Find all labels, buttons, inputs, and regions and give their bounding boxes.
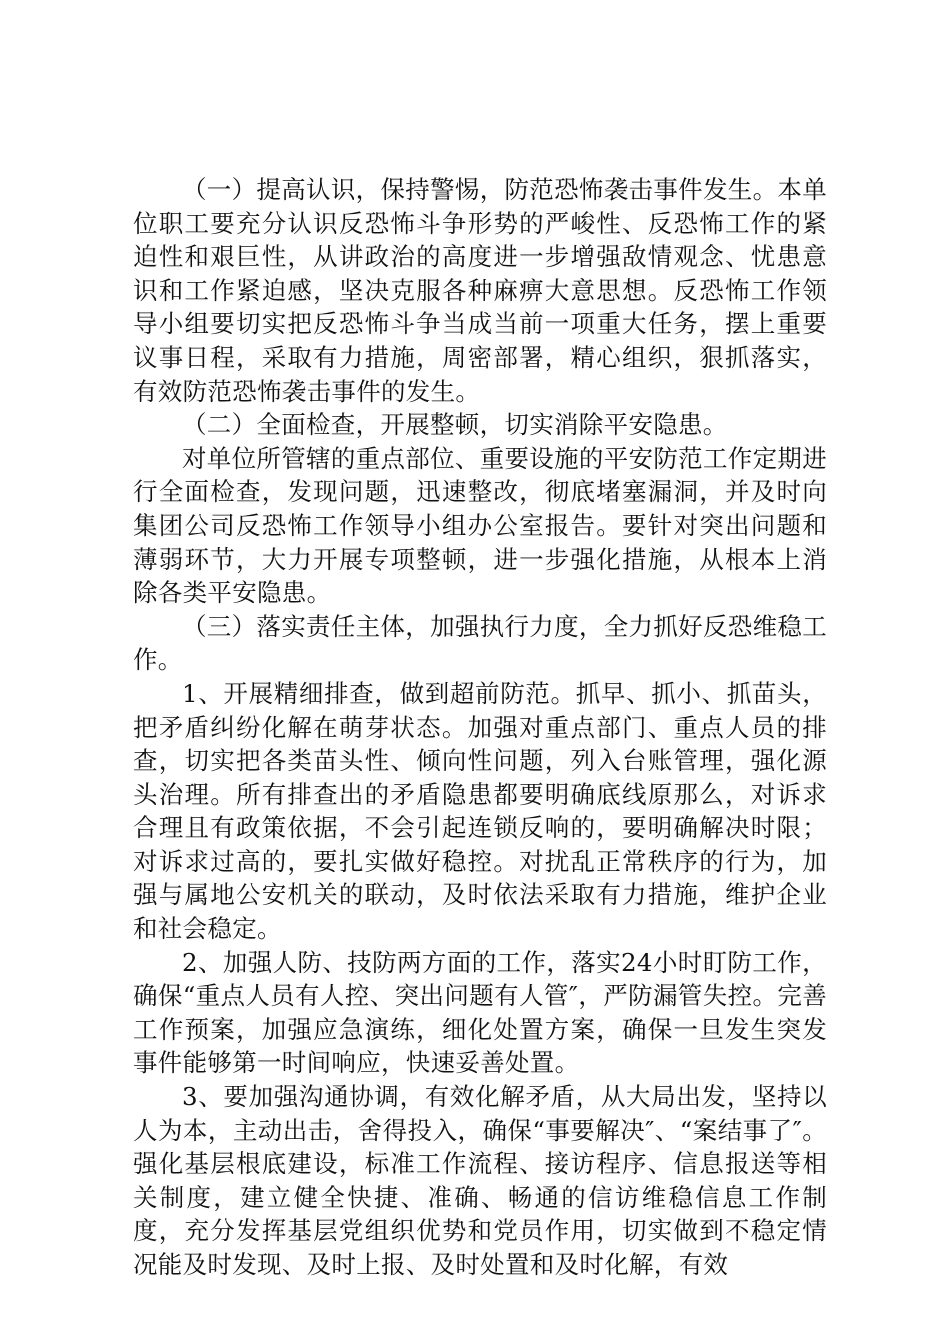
paragraph-2-heading: （二）全面检查，开展整顿，切实消除平安隐患。 [182,410,728,440]
paragraph-4-heading: （三）落实责任主体，加强执行力度，全力抓好反恐维稳工作。 [133,611,827,675]
paragraph-7: 3、要加强沟通协调，有效化解矛盾，从大局出发，坚持以人为本，主动出击，舍得投入，确保“事要解决″、“案结事了″。强化基层根底建设，标准工作流程、接访程序、信息报送等相关制度，建立健全快捷、准确、畅通的信访维稳信息工作制度，充分发挥基层党组织优势和党员作用，切实做到不稳定情况能及时发现、及时上报、及时处置和及时化解，有效 [133,1082,827,1279]
paragraph-1: （一）提高认识，保持警惕，防范恐怖袭击事件发生。本单位职工要充分认识反恐怖斗争形势的严峻性、反恐怖工作的紧迫性和艰巨性，从讲政治的高度进一步增强敌情观念、忧患意识和工作紧迫感，坚决克服各种麻痹大意思想。反恐怖工作领导小组要切实把反恐怖斗争当成当前一项重大任务，摆上重要议事日程，采取有力措施，周密部署，精心组织，狠抓落实，有效防范恐怖袭击事件的发生。 [133,175,827,406]
paragraph-5: 1、开展精细排查，做到超前防范。抓早、抓小、抓苗头，把矛盾纠纷化解在萌芽状态。加强对重点部门、重点人员的排查，切实把各类苗头性、倾向性问题，列入台账管理，强化源头治理。所有排查出的矛盾隐患都要明确底线原那么，对诉求合理且有政策依据，不会引起连锁反响的，要明确解决时限；对诉求过高的，要扎实做好稳控。对扰乱正常秩序的行为，加强与属地公安机关的联动，及时依法采取有力措施，维护企业和社会稳定。 [133,678,827,944]
paragraph-6: 2、加强人防、技防两方面的工作，落实24小时盯防工作，确保“重点人员有人控、突出问题有人管″，严防漏管失控。完善工作预案，加强应急演练，细化处置方案，确保一旦发生突发事件能够第一时间响应，快速妥善处置。 [133,947,827,1078]
paragraph-3: 对单位所管辖的重点部位、重要设施的平安防范工作定期进行全面检查，发现问题，迅速整改，彻底堵塞漏洞，并及时向集团公司反恐怖工作领导小组办公室报告。要针对突出问题和薄弱环节，大力开展专项整顿，进一步强化措施，从根本上消除各类平安隐患。 [133,443,827,608]
document-body [133,173,827,1282]
